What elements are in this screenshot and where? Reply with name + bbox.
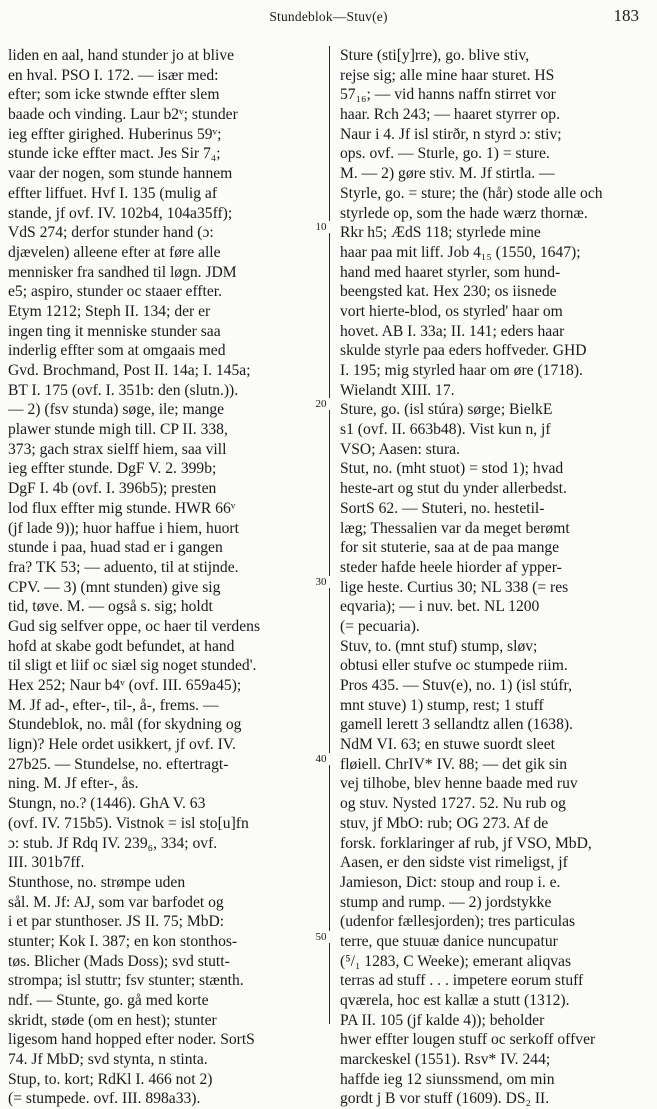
- line-number-40: 40: [308, 753, 334, 765]
- text-line: qværela, hoc est kallæ a stutt (1312).: [340, 992, 570, 1009]
- running-head: Stundeblok—Stuv(e): [269, 9, 388, 24]
- text-line: Sture (sti[y]rre), go. blive stiv,: [340, 47, 530, 64]
- text-line: hovet. AB I. 33a; II. 141; eders haar: [340, 322, 565, 340]
- text-line: strompa; isl stuttr; fsv stunter; stænth.: [8, 972, 244, 990]
- text-line: Stup, to. kort; RdKl I. 466 not 2): [8, 1070, 213, 1088]
- text-line: ieg effter girighed. Huberinus 59ᵛ;: [8, 125, 222, 143]
- text-line: terras ad stuff . . . impetere eorum stuff: [340, 972, 584, 990]
- text-line: Sture, go. (isl stúra) sørge; BielkE: [340, 401, 553, 419]
- text-line: Stundeblok, no. mål (for skydning og: [8, 716, 242, 734]
- text-line: stunter; Kok I. 387; en kon stonthos-: [8, 932, 238, 950]
- text-line: lign)? Hele ordet usikkert, jf ovf. IV.: [8, 736, 236, 754]
- text-line: DgF I. 4b (ovf. I. 396b5); presten: [8, 480, 217, 498]
- text-line: ndf. — Stunte, go. gå med korte: [8, 992, 209, 1009]
- text-line: og stuv. Nysted 1727. 52. Nu rub og: [340, 795, 566, 813]
- right-column: [340, 46, 645, 1109]
- text-line: ops. ovf. — Sturle, go. 1) = sture.: [340, 145, 550, 163]
- text-line: hand med haaret styrler, som hund-: [340, 263, 561, 281]
- text-line: stande, jf ovf. IV. 102b4, 104a35ff);: [8, 204, 233, 222]
- text-line: SortS 62. — Stuteri, no. hestetil-: [340, 499, 545, 517]
- text-line: sål. M. Jf: AJ, som var barfodet og: [8, 893, 224, 911]
- text-line: obtusi eller stufve oc stumpede riim.: [340, 657, 568, 675]
- line-number-10: 10: [308, 221, 334, 233]
- text-line: marckeskel (1551). Rsv* IV. 244;: [340, 1051, 551, 1069]
- page-header: [0, 6, 657, 30]
- page-number: 183: [613, 6, 639, 25]
- line-number-30: 30: [308, 576, 334, 588]
- text-line: 27b25. — Stundelse, no. eftertragt-: [8, 755, 229, 773]
- text-line: eqvaria); — i nuv. bet. NL 1200: [340, 598, 540, 616]
- text-line: skulde styrle paa eders hoffveder. GHD: [340, 342, 587, 360]
- text-line: ingen ting it menniske stunder saa: [8, 322, 221, 340]
- left-column: [8, 46, 318, 1109]
- text-line: III. 301b7ff.: [8, 854, 85, 872]
- text-line: Stuv, to. (mnt stuf) stump, sløv;: [340, 637, 538, 655]
- text-line: (jf lade 9)); huor haffue i hiem, huort: [8, 519, 239, 537]
- text-line: stump and rump. — 2) jordstykke: [340, 893, 552, 911]
- text-line: baade och vinding. Laur b2ᵛ; stunder: [8, 106, 238, 124]
- text-line: Aasen, er den sidste vist rimeligst, jf: [340, 854, 568, 872]
- text-line: — 2) (fsv stunda) søge, ile; mange: [8, 401, 225, 419]
- line-number-50: 50: [308, 931, 334, 943]
- text-line: (= stumpede. ovf. III. 898a33).: [8, 1090, 201, 1108]
- text-line: 373; gach strax sielff hiem, saa vill: [8, 440, 227, 458]
- text-line: (⁵/₁ 1283, C Weeke); emerant aliqvas: [340, 952, 572, 970]
- text-line: M. Jf ad-, efter-, til-, å-, frems. —: [8, 696, 219, 714]
- text-line: vej tilhobe, blev henne baade med ruv: [340, 775, 578, 793]
- text-line: ɔ: stub. Jf Rdq IV. 239₆, 334; ovf.: [8, 834, 218, 852]
- text-line: liden en aal, hand stunder jo at blive: [8, 47, 235, 64]
- text-line: M. — 2) gøre stiv. M. Jf stirtla. —: [340, 165, 555, 183]
- text-line: tid, tøve. M. — også s. sig; holdt: [8, 598, 213, 616]
- text-line: terre, que stuuæ danice nuncupatur: [340, 932, 558, 950]
- text-line: vort hierte-blod, os styrled' haar om: [340, 302, 563, 320]
- text-line: haar paa mit liff. Job 4₁₅ (1550, 1647);: [340, 243, 581, 261]
- text-line: Styrle, go. = sture; the (hår) stode alle och: [340, 184, 603, 202]
- text-line: fra? TK 53; — aduento, til at stijnde.: [8, 558, 239, 576]
- text-line: haffde ieg 12 siunssmend, om min: [340, 1070, 555, 1088]
- text-line: stuv, jf MbO: rub; OG 273. Af de: [340, 814, 549, 832]
- text-line: CPV. — 3) (mnt stunden) give sig: [8, 578, 221, 596]
- text-line: (ovf. IV. 715b5). Vistnok = isl sto[u]fn: [8, 814, 249, 832]
- text-line: PA II. 105 (jf kalde 4)); beholder: [340, 1011, 545, 1029]
- text-line: gordt j B vor stuff (1609). DS₂ II.: [340, 1090, 550, 1108]
- text-line: Gvd. Brochmand, Post II. 14a; I. 145a;: [8, 362, 251, 379]
- text-line: styrlede op, som the hade wærz thornæ.: [340, 204, 588, 222]
- text-line: ning. M. Jf efter-, ås.: [8, 775, 139, 793]
- text-line: mnt stuve) 1) stump, rest; 1 stuff: [340, 696, 544, 714]
- text-line: efter; som icke stwnde effter slem: [8, 86, 220, 104]
- text-line: lod flux effter mig stunde. HWR 66ᵛ: [8, 499, 236, 517]
- text-line: effter liffuet. Hvf I. 135 (mulig af: [8, 184, 218, 202]
- text-line: VSO; Aasen: stura.: [340, 440, 460, 458]
- text-line: (udenfor fællesjorden); tres particulas: [340, 913, 576, 931]
- text-line: Hex 252; Naur b4ᵛ (ovf. III. 659a45);: [8, 677, 242, 694]
- text-line: e5; aspiro, stunder oc staaer effter.: [8, 283, 223, 301]
- text-line: inderlig effter som at omgaais med: [8, 342, 226, 360]
- text-line: (= pecuaria).: [340, 617, 420, 635]
- text-line: Rkr h5; ÆdS 118; styrlede mine: [340, 224, 541, 242]
- text-line: Wielandt XIII. 17.: [340, 381, 455, 399]
- text-line: Stungn, no.? (1446). GhA V. 63: [8, 795, 206, 813]
- text-line: stunde i paa, huad stad er i gangen: [8, 539, 223, 557]
- text-line: Etym 1212; Steph II. 134; der er: [8, 302, 211, 320]
- text-line: mennisker fra sandhed til løgn. JDM: [8, 263, 237, 281]
- text-line: heste-art og stut du ynder allerbedst.: [340, 480, 567, 498]
- text-line: s1 (ovf. II. 663b48). Vist kun n, jf: [340, 421, 551, 439]
- text-line: VdS 274; derfor stunder hand (ɔ:: [8, 224, 214, 242]
- text-line: hofd at skabe godt befundet, at hand: [8, 637, 235, 655]
- text-line: Gud sig selfver oppe, oc haer til verdens: [8, 617, 261, 635]
- text-line: haar. Rch 243; — haaret styrrer op.: [340, 106, 560, 124]
- text-line: Stunthose, no. strømpe uden: [8, 873, 186, 891]
- text-line: steder hafde heele hiorder af ypper-: [340, 558, 562, 576]
- text-line: skridt, støde (om en hest); stunter: [8, 1011, 217, 1029]
- text-line: læg; Thessalien var da meget berømt: [340, 519, 570, 537]
- text-line: for sit stuterie, saa at de paa mange: [340, 539, 560, 557]
- column-divider: [329, 46, 330, 1024]
- text-line: Pros 435. — Stuv(e), no. 1) (isl stúfr,: [340, 677, 572, 694]
- text-line: Naur i 4. Jf isl stirðr, n styrd ɔ: stiv;: [340, 125, 562, 143]
- text-line: I. 195; mig styrled haar om øre (1718).: [340, 362, 583, 379]
- text-line: gamell lerett 3 sellandtz allen (1638).: [340, 716, 573, 734]
- text-line: en hval. PSO I. 172. — især med:: [8, 66, 219, 84]
- text-line: Stut, no. (mht stuot) = stod 1); hvad: [340, 460, 564, 478]
- text-line: ligesom hand hopped efter noder. SortS: [8, 1031, 255, 1049]
- text-line: stunde icke effter mact. Jes Sir 7₄;: [8, 145, 221, 163]
- text-line: 57₁₆; — vid hanns naffn stirret vor: [340, 86, 556, 104]
- text-line: rejse sig; alle mine haar sturet. HS: [340, 66, 555, 84]
- text-line: tøs. Blicher (Mads Doss); svd stutt-: [8, 952, 230, 970]
- text-line: plawer stunde migh till. CP II. 338,: [8, 421, 228, 439]
- line-number-20: 20: [308, 398, 334, 410]
- text-line: vaar der nogen, som stunde hannem: [8, 165, 233, 183]
- text-line: i et par stunthoser. JS II. 75; MbD:: [8, 913, 225, 931]
- text-line: lige heste. Curtius 30; NL 338 (= res: [340, 578, 569, 596]
- text-line: 74. Jf MbD; svd stynta, n stinta.: [8, 1051, 208, 1069]
- text-line: til sligt et liif oc siæl sig noget stunded'.: [8, 657, 257, 675]
- text-line: ieg effter stunde. DgF V. 2. 399b;: [8, 460, 217, 478]
- text-line: NdM VI. 63; en stuwe suordt sleet: [340, 736, 555, 754]
- text-line: fløiell. ChrIV* IV. 88; — det gik sin: [340, 755, 568, 773]
- text-line: hwer effter lougen stuff oc serkoff offver: [340, 1031, 596, 1049]
- text-line: djævelen) alleene efter at føre alle: [8, 243, 221, 261]
- text-line: beengsted kat. Hex 230; os iisnede: [340, 283, 557, 301]
- text-line: forsk. forklaringer af rub, jf VSO, MbD,: [340, 834, 592, 852]
- text-line: Jamieson, Dict: stoup and roup i. e.: [340, 873, 561, 891]
- text-line: BT I. 175 (ovf. I. 351b: den (slutn.)).: [8, 381, 239, 399]
